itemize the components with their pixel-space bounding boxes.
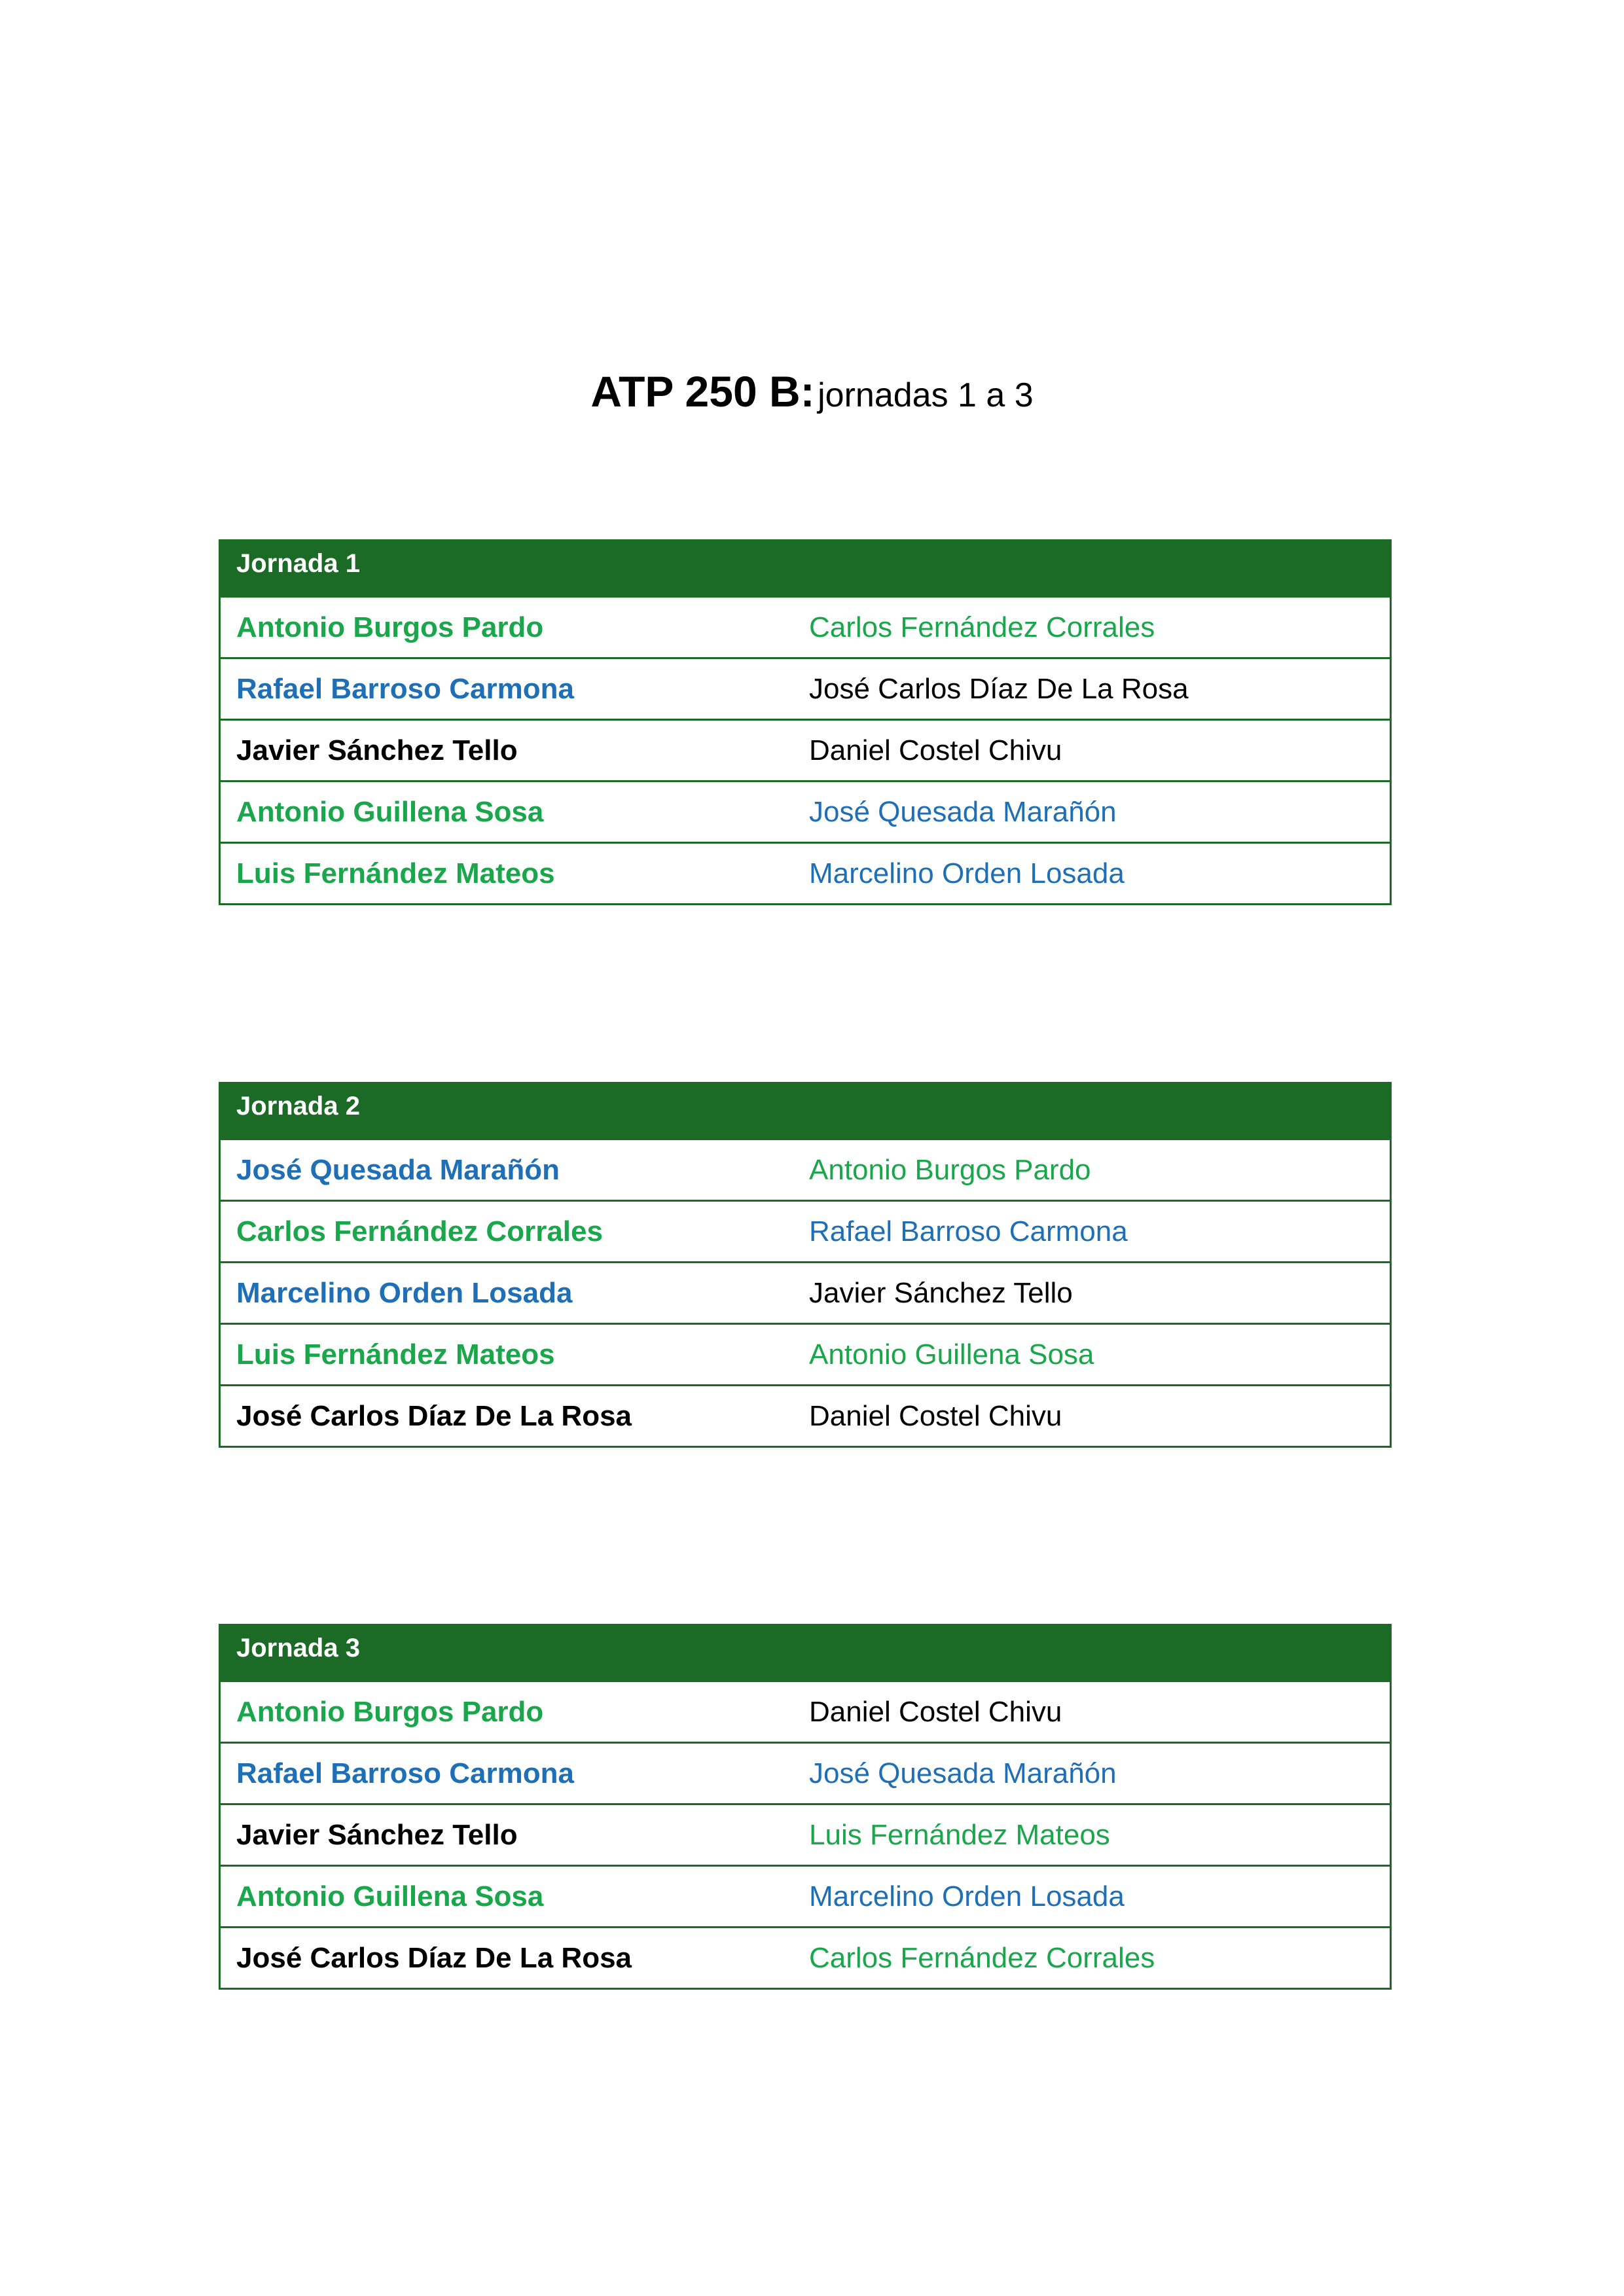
page-title-rest: jornadas 1 a 3 — [818, 376, 1034, 414]
match-row — [219, 782, 1392, 844]
page-title — [0, 367, 1624, 416]
home-player: Antonio Guillena Sosa — [236, 1880, 544, 1912]
home-player: Luis Fernández Mateos — [236, 857, 555, 889]
jornada-table-2 — [219, 1082, 1392, 1448]
home-player: Antonio Guillena Sosa — [236, 795, 544, 828]
away-player: Daniel Costel Chivu — [809, 1695, 1062, 1728]
home-player: Javier Sánchez Tello — [236, 734, 518, 766]
home-player: José Carlos Díaz De La Rosa — [236, 1399, 632, 1432]
jornada-header: Jornada 3 — [219, 1624, 1392, 1682]
match-row — [219, 659, 1392, 721]
page-title-bold: ATP 250 B: — [590, 367, 815, 416]
home-player: Javier Sánchez Tello — [236, 1818, 518, 1851]
home-player: Marcelino Orden Losada — [236, 1276, 573, 1309]
jornada-header: Jornada 1 — [219, 539, 1392, 598]
away-player: José Carlos Díaz De La Rosa — [809, 672, 1189, 705]
match-row — [219, 598, 1392, 659]
away-player: Carlos Fernández Corrales — [809, 611, 1155, 643]
away-player: José Quesada Marañón — [809, 1757, 1117, 1789]
away-player: Carlos Fernández Corrales — [809, 1941, 1155, 1974]
home-player: Antonio Burgos Pardo — [236, 611, 544, 643]
away-player: Antonio Guillena Sosa — [809, 1338, 1094, 1371]
match-row — [219, 1682, 1392, 1744]
match-row — [219, 844, 1392, 905]
away-player: José Quesada Marañón — [809, 795, 1117, 828]
away-player: Marcelino Orden Losada — [809, 857, 1125, 889]
away-player: Daniel Costel Chivu — [809, 1399, 1062, 1432]
home-player: Antonio Burgos Pardo — [236, 1695, 544, 1728]
home-player: Luis Fernández Mateos — [236, 1338, 555, 1371]
jornada-table-3 — [219, 1624, 1392, 1990]
jornada-header: Jornada 2 — [219, 1082, 1392, 1140]
match-row — [219, 1928, 1392, 1990]
away-player: Javier Sánchez Tello — [809, 1276, 1073, 1309]
home-player: Rafael Barroso Carmona — [236, 1757, 574, 1789]
away-player: Luis Fernández Mateos — [809, 1818, 1110, 1851]
jornada-table-1 — [219, 539, 1392, 905]
away-player: Antonio Burgos Pardo — [809, 1153, 1091, 1186]
match-row — [219, 1744, 1392, 1805]
match-row — [219, 1202, 1392, 1263]
home-player: Carlos Fernández Corrales — [236, 1215, 603, 1247]
match-row — [219, 1263, 1392, 1325]
home-player: Rafael Barroso Carmona — [236, 672, 574, 705]
match-row — [219, 1386, 1392, 1448]
away-player: Rafael Barroso Carmona — [809, 1215, 1128, 1247]
match-row — [219, 1140, 1392, 1202]
away-player: Daniel Costel Chivu — [809, 734, 1062, 766]
away-player: Marcelino Orden Losada — [809, 1880, 1125, 1912]
match-row — [219, 1867, 1392, 1928]
match-row — [219, 1805, 1392, 1867]
home-player: José Carlos Díaz De La Rosa — [236, 1941, 632, 1974]
home-player: José Quesada Marañón — [236, 1153, 560, 1186]
match-row — [219, 1325, 1392, 1386]
match-row — [219, 721, 1392, 782]
